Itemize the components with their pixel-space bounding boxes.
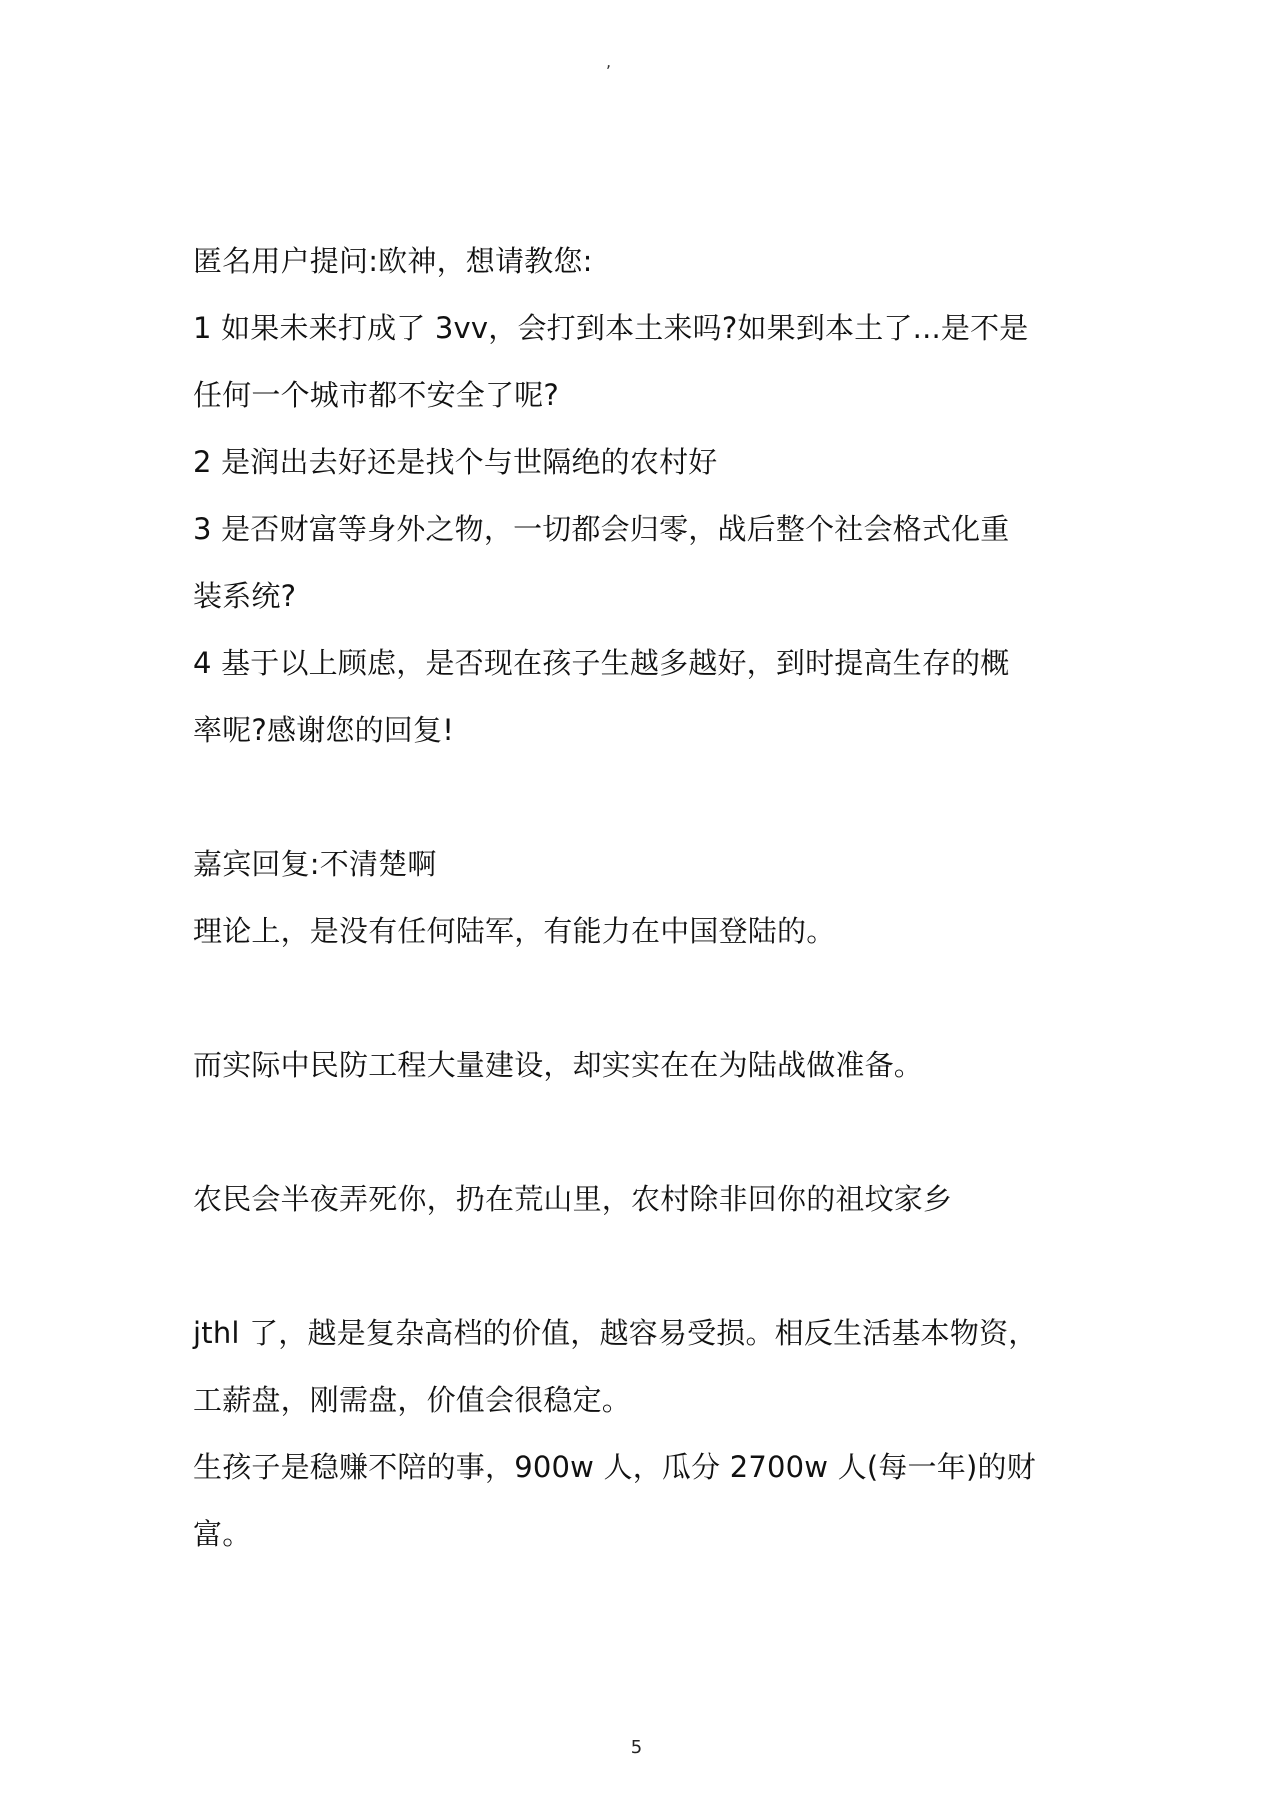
question-line: 1 如果未来打成了 3vv，会打到本土来吗?如果到本土了...是不是	[193, 311, 1029, 345]
answer-paragraph: 理论上，是没有任何陆军，有能力在中国登陆的。	[193, 914, 836, 948]
question-line: 3 是否财富等身外之物，一切都会归零，战后整个社会格式化重	[193, 512, 1010, 546]
question-line: 率呢?感谢您的回复!	[193, 713, 455, 747]
document-body	[193, 228, 1093, 1568]
paragraph-gap	[193, 1233, 1093, 1300]
question-line: 装系统?	[193, 579, 297, 613]
question-line: 2 是润出去好还是找个与世隔绝的农村好	[193, 445, 718, 479]
answer-paragraph: 农民会半夜弄死你，扔在荒山里，农村除非回你的祖坟家乡	[193, 1182, 953, 1216]
paragraph-gap	[193, 965, 1093, 1032]
answer-paragraph: 富。	[193, 1517, 252, 1551]
paragraph-gap	[193, 1099, 1093, 1166]
page-number: 5	[630, 1737, 643, 1758]
answer-heading: 嘉宾回复:不清楚啊	[193, 847, 437, 881]
header-mark: ,	[606, 52, 612, 71]
question-heading: 匿名用户提问:欧神，想请教您:	[193, 244, 593, 278]
answer-paragraph: 生孩子是稳赚不陪的事，900w 人，瓜分 2700w 人(每一年)的财	[193, 1450, 1036, 1484]
answer-paragraph: jthl 了，越是复杂高档的价值，越容易受损。相反生活基本物资，	[193, 1316, 1038, 1350]
question-line: 4 基于以上顾虑，是否现在孩子生越多越好，到时提高生存的概	[193, 646, 1010, 680]
paragraph-gap	[193, 764, 1093, 831]
question-line: 任何一个城市都不安全了呢?	[193, 378, 559, 412]
answer-paragraph: 而实际中民防工程大量建设，却实实在在为陆战做准备。	[193, 1048, 924, 1082]
answer-paragraph: 工薪盘，刚需盘，价值会很稳定。	[193, 1383, 632, 1417]
